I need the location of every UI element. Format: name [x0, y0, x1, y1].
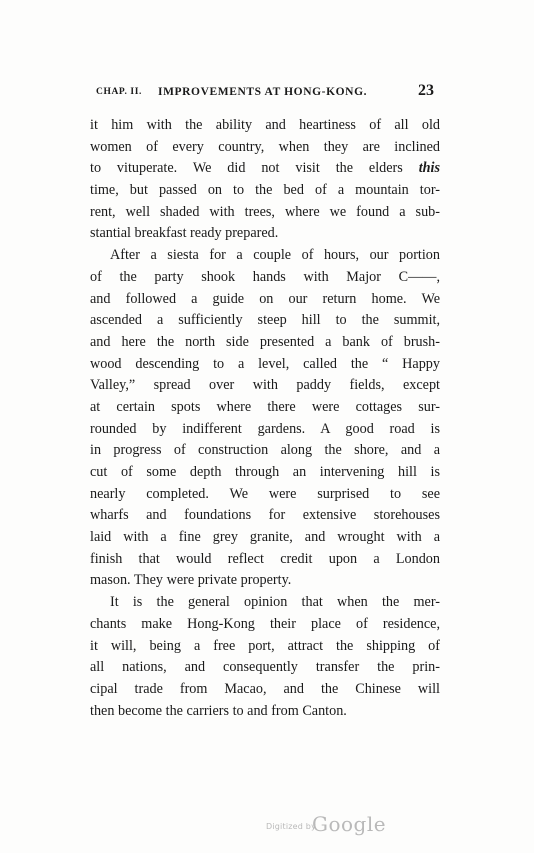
text-line: After a siesta for a couple of hours, our portion	[110, 247, 440, 264]
text-line: rent, well shaded with trees, where we found a sub-	[90, 203, 440, 220]
text-line: mason. They were private property.	[90, 572, 292, 589]
text-line: all nations, and consequently transfer the prin-	[90, 659, 440, 676]
body-text	[90, 115, 440, 722]
text-line: ascended a sufficiently steep hill to the summit,	[90, 312, 440, 329]
text-line: cipal trade from Macao, and the Chinese will	[90, 680, 440, 697]
text-line: and here the north side presented a bank of brush-	[90, 333, 440, 350]
text-line: nearly completed. We were surprised to see	[90, 485, 440, 502]
page-number: 23	[418, 82, 434, 99]
text-line: to vituperate. We did not visit the elders this	[90, 160, 440, 177]
text-line: women of every country, when they are inclined	[90, 138, 440, 155]
chapter-label: CHAP. II.	[96, 87, 142, 97]
text-line: stantial breakfast ready prepared.	[90, 225, 279, 242]
text-line: then become the carriers to and from Canton.	[90, 702, 347, 719]
text-line: in progress of construction along the shore, and a	[90, 442, 440, 459]
text-line: laid with a fine grey granite, and wrought with a	[90, 529, 440, 546]
text-line: It is the general opinion that when the mer-	[110, 594, 440, 611]
running-head	[96, 82, 436, 104]
text-line: finish that would reflect credit upon a London	[90, 550, 440, 567]
emphasized-word: this	[418, 160, 440, 177]
text-line: cut of some depth through an intervening hill is	[90, 464, 440, 480]
text-line: Valley,” spread over with paddy fields, except	[90, 377, 440, 394]
google-logo: Google	[312, 812, 387, 836]
text-line: wharfs and foundations for extensive storehouses	[90, 507, 440, 524]
text-line: rounded by indifferent gardens. A good road is	[90, 420, 440, 437]
text-line: wood descending to a level, called the “ Happy	[90, 355, 440, 372]
text-line: it will, being a free port, attract the shipping of	[90, 637, 440, 654]
text-line: chants make Hong-Kong their place of residence,	[90, 615, 440, 632]
digitized-watermark	[266, 812, 396, 838]
running-title: IMPROVEMENTS AT HONG-KONG.	[158, 86, 368, 98]
text-line: of the party shook hands with Major C——,	[90, 268, 440, 285]
paragraph	[90, 245, 440, 592]
text-line: it him with the ability and heartiness of all old	[90, 117, 440, 133]
text-line: time, but passed on to the bed of a mountain tor-	[90, 182, 440, 199]
text-line: at certain spots where there were cottages sur-	[90, 398, 440, 415]
text-line: and followed a guide on our return home. We	[90, 290, 440, 307]
watermark-prefix: Digitized by	[266, 822, 316, 831]
paragraph	[90, 115, 440, 245]
paragraph	[90, 592, 440, 722]
